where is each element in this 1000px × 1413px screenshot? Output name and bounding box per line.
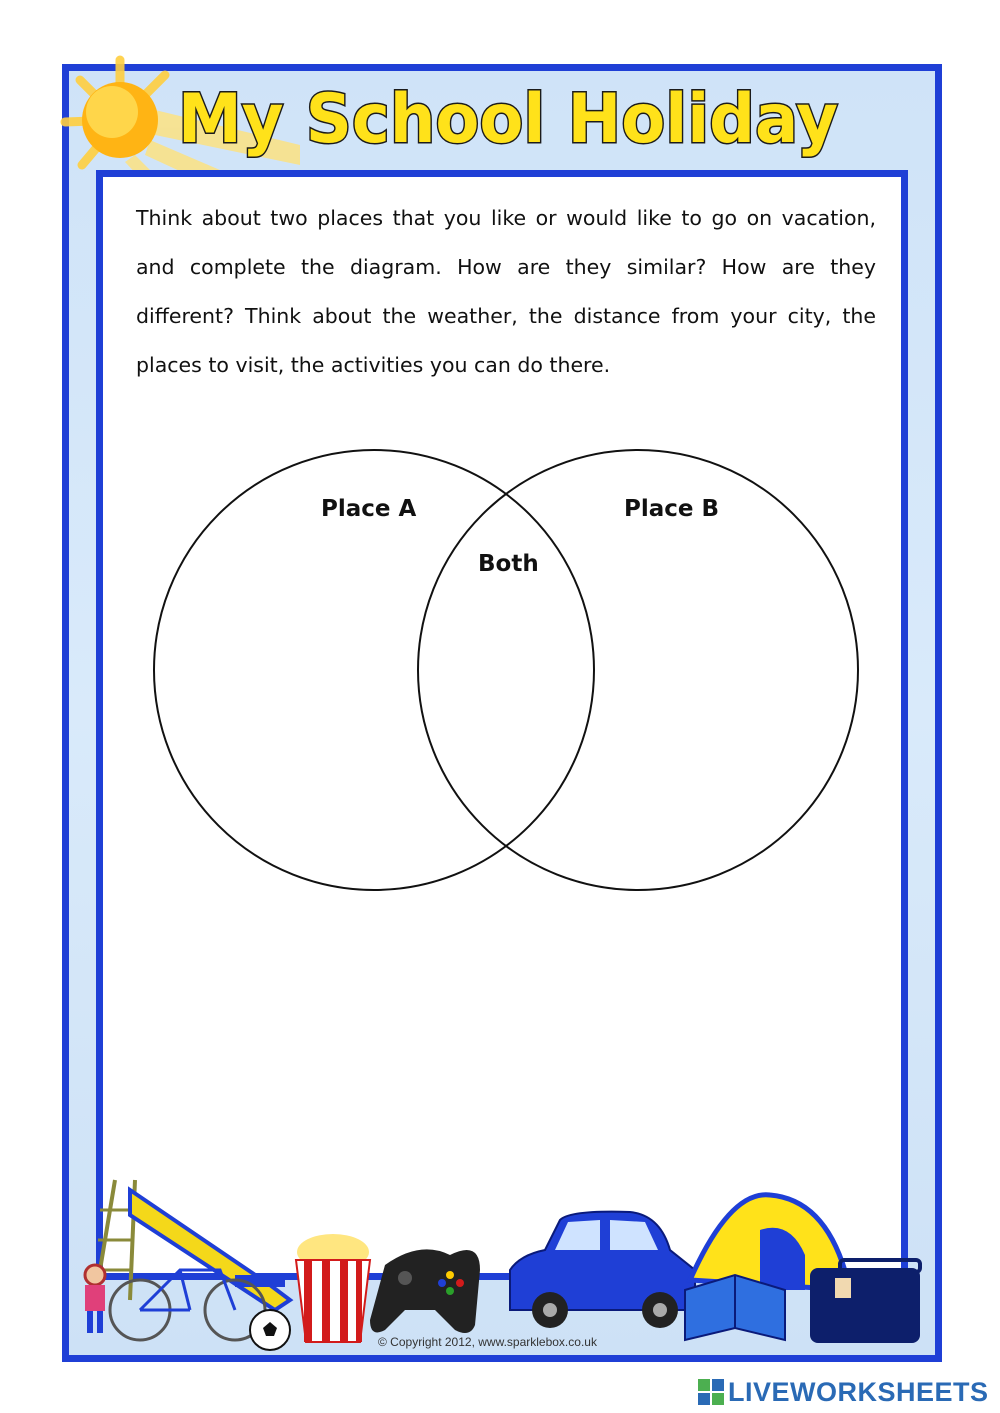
venn-label-both: Both [478, 551, 539, 577]
car-illustration [510, 1212, 695, 1328]
game-controller-illustration [370, 1249, 480, 1333]
venn-diagram [140, 440, 870, 900]
popcorn-illustration [296, 1234, 370, 1342]
instructions-text: Think about two places that you like or would like to go on vacation, and complete the diagram. How are they similar? How are they different? Think about the weather, the distance from your city, the places to visit, the activities you can do there. [136, 206, 876, 377]
doll-illustration [85, 1265, 105, 1333]
copyright-text: © Copyright 2012, www.sparklebox.co.uk [378, 1335, 597, 1349]
slide-illustration [95, 1180, 290, 1310]
suitcase-illustration [810, 1260, 920, 1343]
football-illustration [250, 1310, 290, 1350]
liveworksheets-brand[interactable] [698, 1375, 989, 1409]
page-title-text: My School Holiday [178, 80, 838, 159]
venn-label-place-b: Place B [624, 496, 720, 522]
bicycle-illustration [110, 1270, 265, 1340]
liveworksheets-brand-text: LIVEWORKSHEETS [728, 1376, 989, 1407]
liveworksheets-logo-icon [698, 1379, 724, 1405]
book-illustration [685, 1275, 785, 1340]
holiday-illustrations [70, 1160, 940, 1360]
page-title [168, 76, 848, 166]
venn-label-place-a: Place A [321, 496, 417, 522]
